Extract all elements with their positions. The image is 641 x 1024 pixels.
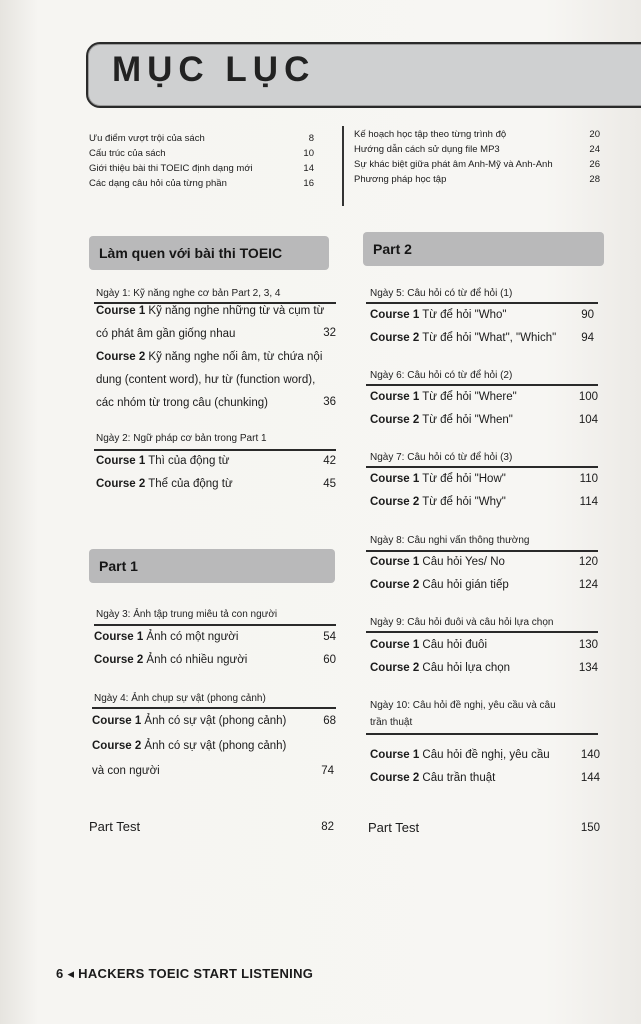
course-entry: Course 1 Ảnh có sự vật (phong cảnh)	[92, 715, 287, 727]
course-entry: Course 2 Câu trần thuật	[370, 772, 496, 784]
day-heading: Ngày 2: Ngữ pháp cơ bản trong Part 1	[96, 433, 267, 444]
day-heading: Ngày 9: Câu hỏi đuôi và câu hỏi lựa chọn	[370, 617, 554, 628]
day-heading: Ngày 7: Câu hỏi có từ để hỏi (3)	[370, 452, 513, 463]
page-footer: 6 ◂ HACKERS TOEIC START LISTENING	[56, 966, 314, 981]
day-heading: Ngày 5: Câu hỏi có từ để hỏi (1)	[370, 288, 513, 299]
page-number: 94	[581, 332, 594, 344]
page-number: 36	[323, 396, 336, 408]
intro-item: Các dạng câu hỏi của từng phần 16	[89, 178, 314, 189]
course-entry: Course 2 Câu hỏi gián tiếp	[370, 579, 509, 591]
page-number: 82	[321, 821, 334, 833]
rule	[366, 631, 598, 633]
course-entry-cont: và con người	[92, 765, 160, 777]
course-entry: Course 1 Từ để hỏi "How"	[370, 473, 506, 485]
day-heading: Ngày 1: Kỹ năng nghe cơ bản Part 2, 3, 4	[96, 288, 281, 299]
section-header-part1: Part 1	[89, 549, 335, 583]
rule	[92, 707, 336, 709]
page-number: 124	[578, 579, 598, 591]
day-heading: Ngày 3: Ảnh tập trung miêu tả con người	[96, 609, 278, 620]
course-entry: Course 1 Kỹ năng nghe những từ và cụm từ	[96, 305, 325, 317]
intro-item: Cấu trúc của sách 10	[89, 148, 314, 159]
section-header-part2: Part 2	[363, 232, 604, 266]
page-number: 32	[323, 327, 336, 339]
day-heading: Ngày 10: Câu hỏi đề nghị, yêu cầu và câu	[370, 700, 556, 711]
course-entry: Course 1 Câu hỏi đuôi	[370, 639, 487, 651]
course-entry: Course 2 Ảnh có sự vật (phong cảnh)	[92, 740, 287, 752]
part-test-label: Part Test	[89, 819, 141, 834]
page-number: 114	[579, 496, 598, 508]
page-number: 140	[580, 749, 600, 761]
page-number: 90	[581, 309, 594, 321]
course-entry: Course 1 Từ để hỏi "Who"	[370, 309, 507, 321]
course-entry: Course 2 Từ để hỏi "What", "Which"	[370, 332, 557, 344]
page-number: 54	[323, 631, 336, 643]
intro-list-left	[89, 131, 314, 191]
page-number: 120	[578, 556, 598, 568]
intro-item: Sự khác biệt giữa phát âm Anh-Mỹ và Anh-Anh 26	[354, 159, 600, 170]
day-heading: Ngày 6: Câu hỏi có từ để hỏi (2)	[370, 370, 513, 381]
page-number: 130	[578, 639, 598, 651]
section-header-intro: Làm quen với bài thi TOEIC	[89, 236, 329, 270]
page-number: 60	[323, 654, 336, 666]
page-number: 74	[321, 765, 334, 777]
course-entry: Course 1 Từ để hỏi "Where"	[370, 391, 517, 403]
course-entry: Course 1 Ảnh có một người	[94, 631, 239, 643]
course-entry: Course 2 Từ để hỏi "Why"	[370, 496, 506, 508]
intro-item: Ưu điểm vượt trội của sách 8	[89, 133, 314, 144]
intro-item: Giới thiệu bài thi TOEIC định dạng mới 14	[89, 163, 314, 174]
intro-item: Phương pháp học tập 28	[354, 174, 600, 185]
course-entry-cont: dung (content word), hư từ (function word),	[96, 374, 316, 386]
page-number: 45	[323, 478, 336, 490]
course-entry: Course 2 Từ để hỏi "When"	[370, 414, 513, 426]
day-heading: Ngày 8: Câu nghi vấn thông thường	[370, 535, 530, 546]
course-entry: Course 2 Kỹ năng nghe nối âm, từ chứa nội	[96, 351, 323, 363]
page-number: 134	[578, 662, 598, 674]
course-entry: Course 2 Câu hỏi lựa chọn	[370, 662, 511, 674]
page-number: 144	[580, 772, 600, 784]
course-entry: Course 1 Câu hỏi đề nghị, yêu cầu	[370, 749, 550, 761]
intro-divider	[342, 126, 344, 206]
page-number: 100	[578, 391, 598, 403]
part-test-label: Part Test	[368, 820, 420, 835]
page-number: 68	[323, 715, 336, 727]
day-heading-cont: trần thuật	[370, 717, 413, 728]
intro-item: Hướng dẫn cách sử dụng file MP3 24	[354, 144, 600, 155]
page-number: 150	[580, 822, 600, 834]
course-entry: Course 2 Thể của động từ	[96, 478, 233, 490]
page-number: 110	[579, 473, 598, 485]
course-entry: Course 2 Ảnh có nhiều người	[94, 654, 248, 666]
course-entry: Course 1 Thì của động từ	[96, 455, 230, 467]
course-entry-cont: các nhóm từ trong câu (chunking)	[96, 397, 268, 409]
day-heading: Ngày 4: Ảnh chụp sự vật (phong cảnh)	[94, 693, 266, 704]
intro-list-right	[354, 127, 600, 187]
course-entry: Course 1 Câu hỏi Yes/ No	[370, 556, 505, 568]
page-title: MỤC LỤC	[112, 50, 316, 89]
rule	[366, 733, 598, 735]
page-number: 104	[578, 414, 598, 426]
course-entry-cont: có phát âm gần giống nhau	[96, 328, 236, 340]
page-number: 42	[323, 455, 336, 467]
intro-item: Kế hoạch học tập theo từng trình độ 20	[354, 129, 600, 140]
